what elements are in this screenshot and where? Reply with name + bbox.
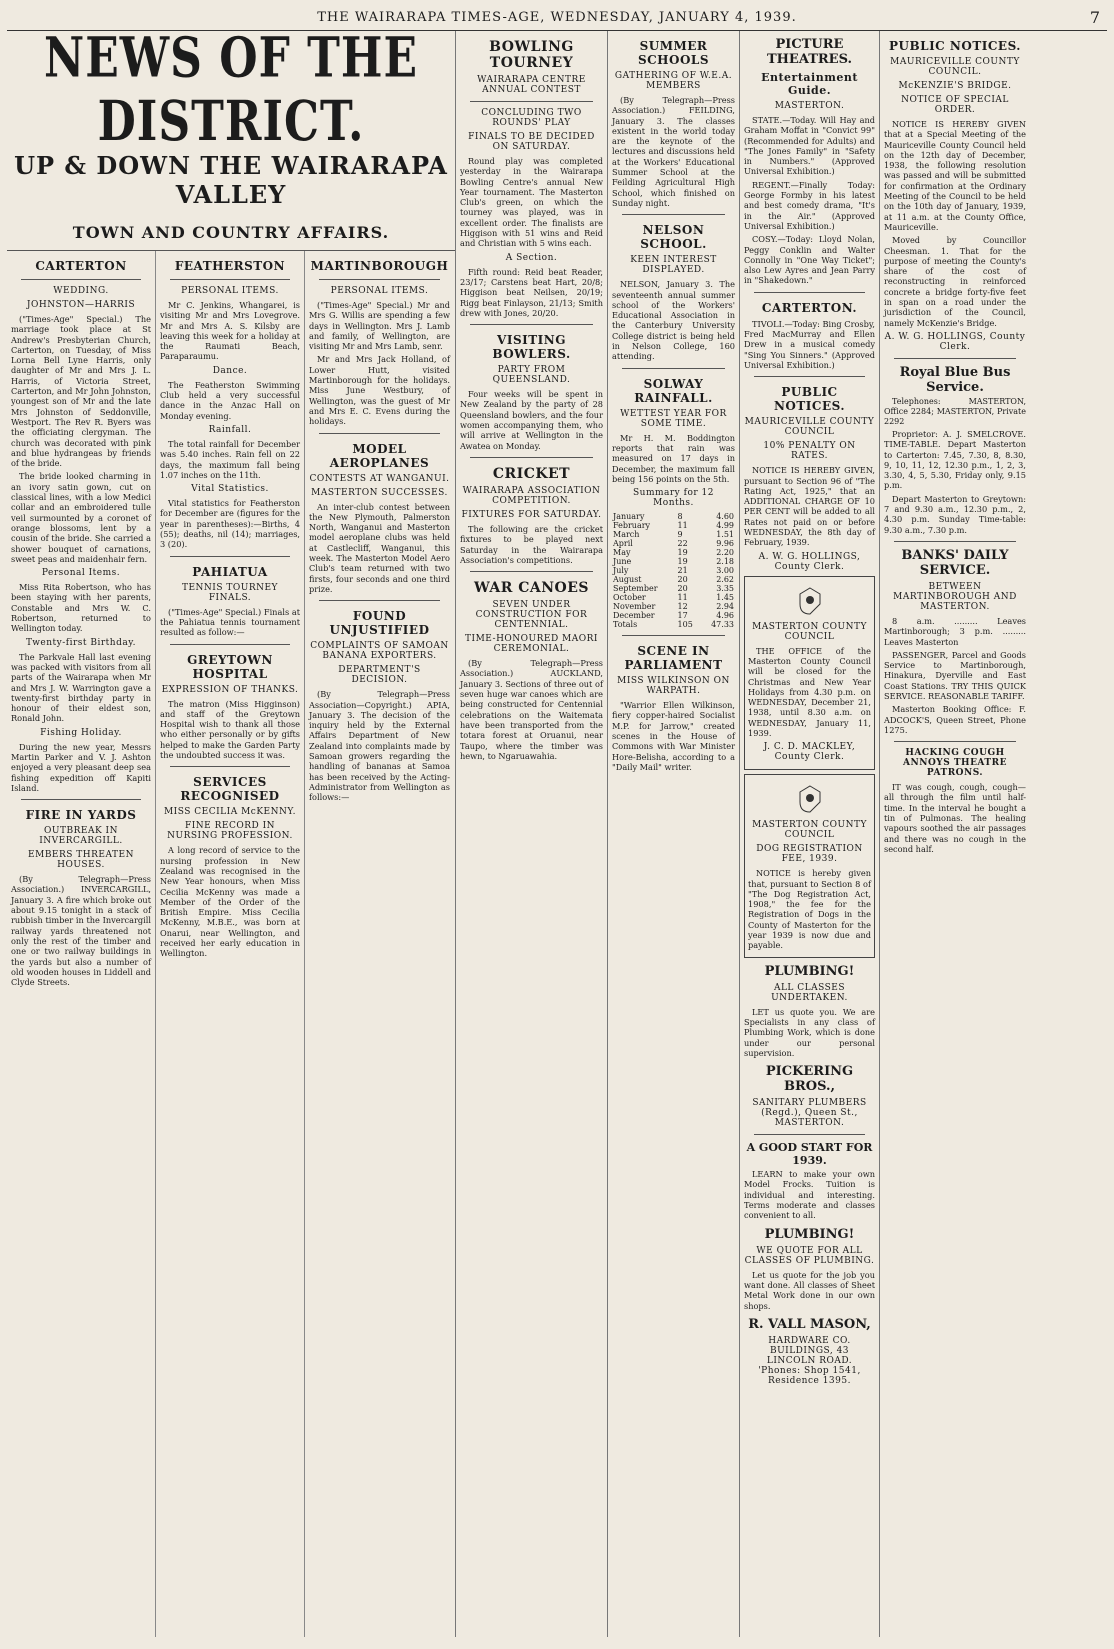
rainfall-row	[612, 521, 735, 530]
rainfall-days: 20	[677, 584, 688, 594]
canoes-sub2: TIME-HONOURED MAORI CEREMONIAL.	[465, 634, 598, 655]
rainfall-row	[612, 611, 735, 620]
cricket-sub: WAIRARAPA ASSOCIATION COMPETITION.	[462, 485, 601, 506]
banks-heading: BANKS' DAILY SERVICE.	[901, 547, 1009, 578]
page-number: 7	[1089, 8, 1101, 27]
article-text: (By Telegraph—Press Association—Copyright.) APIA, January 3. The decision of the inquiry held by the External Affairs Department of New Zealand into complaints made by Samoan growers regarding the handling of bananas at Samoa has been received by the Acting-Administrator from Wellington as follows:—	[309, 689, 450, 803]
council-heading: MAURICEVILLE COUNTY COUNCIL	[744, 417, 875, 438]
fishing-sub: Fishing Holiday.	[40, 727, 122, 738]
article-text: An inter-club contest between the New Plymouth, Palmerston North, Wanganui and Masterton model aeroplane clubs was held at Castlecliff, Wanganui, this week. The Masterton Model Aero Club's team returned with two firsts, four seconds and one third prize.	[309, 501, 450, 594]
rainfall-row	[612, 593, 735, 602]
article-text: During the new year, Messrs Martin Parker and V. J. Ashton enjoyed a very pleasant deep sea fishing expedition off Kapiti Island.	[11, 741, 151, 793]
article-text: REGENT.—Finally Today: George Formby in his latest and best comedy drama, "It's in the Air." (Approved Universal Exhibition.)	[744, 179, 875, 231]
aero-heading: MODEL AEROPLANES	[329, 441, 430, 470]
notices-column	[880, 31, 1030, 1637]
article-text: "Warrior Ellen Wilkinson, fiery copper-haired Socialist M.P. for Jarrow," created scenes in the House of Commons with War Minister Hore-Belisha, according to a "Daily Mail" writer.	[612, 700, 735, 772]
rainfall-row	[612, 557, 735, 566]
news-subtitle: UP & DOWN THE WAIRARAPA VALLEY	[14, 151, 448, 209]
cricket-sub2: FIXTURES FOR SATURDAY.	[461, 509, 602, 520]
found-heading: FOUND UNJUSTIFIED	[329, 609, 430, 638]
total-rain: 47.33	[711, 620, 734, 630]
rainfall-rain: 2.20	[716, 548, 734, 558]
article-text: Fifth round: Reid beat Reader, 23/17; Carstens beat Hart, 20/8; Higgison beat Neilsen, 20/19; Rigg beat Finlayson, 21/13; Smith drew with Jones, 20/20.	[460, 266, 603, 318]
bowling-heading: BOWLING TOURNEY	[489, 39, 574, 71]
rainfall-month: November	[613, 602, 656, 612]
found-sub2: DEPARTMENT'S DECISION.	[338, 665, 421, 686]
rainfall-days: 22	[677, 539, 688, 549]
scene-sub: MISS WILKINSON ON WARPATH.	[617, 676, 730, 697]
council-heading: MAURICEVILLE COUNTY COUNCIL.	[890, 57, 1020, 77]
article-text: The Parkvale Hall last evening was packed with visitors from all parts of the Wairarapa when Mr and Mrs J. W. Warrington gave a twenty-first birthday party in honour of their eldest son, Ronald John.	[11, 651, 151, 724]
vital-sub: Vital Statistics.	[191, 484, 269, 495]
schools-column	[608, 31, 740, 1637]
picture-sub: Entertainment Guide.	[761, 71, 858, 97]
article-text: THE OFFICE of the Masterton County Council will be closed for the Christmas and New Year Holidays from 4.30 p.m. on WEDNESDAY, December 21, 1938, until 8.30 a.m. on WEDNESDAY, January 11, 1939.	[748, 645, 871, 738]
article-text: ("Times-Age" Special.) Mr and Mrs G. Willis are spending a few days in Wellington. Mrs J. Lamb and family, of Wellington, are visiting Mr and Mrs Lamb, senr.	[309, 300, 450, 352]
crest-icon	[790, 784, 830, 814]
bus-heading: Royal Blue Bus Service.	[899, 364, 1011, 395]
greytown-sub: EXPRESSION OF THANKS.	[161, 684, 299, 695]
penalty-sub: 10% PENALTY ON RATES.	[763, 441, 856, 462]
article-text: Mr H. M. Boddington reports that rain was measured on 17 days in December, the maximum fall being 156 points on the 5th.	[612, 432, 735, 484]
rainfall-rain: 4.60	[716, 512, 734, 522]
total-days: 105	[677, 620, 693, 630]
rainfall-rain: 3.00	[716, 566, 734, 576]
rainfall-days: 11	[677, 593, 688, 603]
rainfall-row	[612, 584, 735, 593]
rainfall-days: 21	[677, 566, 688, 576]
council-heading: MASTERTON COUNTY COUNCIL	[752, 621, 867, 642]
rainfall-month: September	[613, 584, 658, 594]
pahiatua-heading: PAHIATUA	[192, 564, 268, 579]
article-text: NOTICE is hereby given that, pursuant to Section 8 of "The Dog Registration Act, 1908," the fee for the Registration of Dogs in the County of Masterton for the year 1939 is now due and payable.	[748, 868, 871, 951]
article-text: 8 a.m. ......... Leaves Martinborough; 3 p.m. ......... Leaves Masterton	[884, 615, 1026, 647]
rainfall-rain: 2.62	[716, 575, 734, 585]
rainfall-month: April	[613, 539, 633, 549]
rainfall-days: 20	[677, 575, 688, 585]
birthday-sub: Twenty-first Birthday.	[26, 637, 136, 648]
dog-sub: DOG REGISTRATION FEE, 1939.	[756, 844, 863, 865]
rainfall-rain: 1.45	[716, 593, 734, 603]
rainfall-rain: 4.99	[716, 521, 734, 531]
article-text: Moved by Councillor Cheesman. 1. That for the purpose of meeting the County's share of the cost of reconstructing in reinforced concrete a bridge forty-five feet in span on a road under the jurisdiction of the Council, namely McKenzie's Bridge.	[884, 235, 1026, 328]
rainfall-days: 19	[677, 548, 688, 558]
carterton-heading: CARTERTON	[35, 259, 127, 273]
crest-icon	[790, 586, 830, 616]
bus-telephones: Telephones: MASTERTON, Office 2284; MASTERTON, Private 2292	[884, 396, 1026, 426]
article-text: NELSON, January 3. The seventeenth annual summer school of the Workers' Educational Association in the Canterbury University College district is being held in Nelson College, 160 attending.	[612, 279, 735, 362]
greytown-heading: GREYTOWN HOSPITAL	[187, 652, 273, 681]
signature: J. C. D. MACKLEY, County Clerk.	[763, 742, 856, 763]
featherston-column	[156, 251, 305, 1637]
rainfall-days: 12	[677, 602, 688, 612]
news-section: TOWN AND COUNTRY AFFAIRS.	[72, 223, 390, 242]
article-text: STATE.—Today. Will Hay and Graham Moffat in "Convict 99" (Recommended for Adults) and "The Jones Family" in "Safety in Numbers." (Approved Universal Exhibition.)	[744, 115, 875, 177]
aero-sub2: MASTERTON SUCCESSES.	[311, 487, 448, 498]
personal-sub: PERSONAL ITEMS.	[330, 286, 429, 296]
rainfall-days: 8	[677, 512, 683, 522]
services-sub2: FINE RECORD IN NURSING PROFESSION.	[167, 821, 293, 842]
rainfall-row	[612, 575, 735, 584]
council-heading: MASTERTON COUNTY COUNCIL	[752, 820, 867, 841]
rainfall-month: October	[613, 593, 646, 603]
featherston-heading: FEATHERSTON	[174, 259, 286, 273]
aero-sub: CONTESTS AT WANGANUI.	[309, 473, 450, 484]
special-order-sub: NOTICE OF SPECIAL ORDER.	[901, 95, 1009, 115]
fire-sub: OUTBREAK IN INVERCARGILL.	[39, 826, 123, 847]
rainfall-table-heading: Summary for 12 Months.	[632, 488, 714, 509]
article-text: NOTICE IS HEREBY GIVEN, pursuant to Section 96 of "The Rating Act, 1925," that an ADDITIONAL CHARGE OF 10 PER CENT will be added to all Rates not paid on or before WEDNESDAY, the 8th day of February, 1939.	[744, 465, 875, 548]
services-heading: SERVICES RECOGNISED	[180, 775, 280, 804]
pahiatua-sub: TENNIS TOURNEY FINALS.	[181, 582, 279, 603]
canoes-heading: WAR CANOES	[474, 580, 589, 597]
rainfall-month: June	[613, 557, 632, 567]
rainfall-month: February	[613, 521, 651, 531]
nelson-heading: NELSON SCHOOL.	[640, 223, 707, 252]
rainfall-month: January	[613, 512, 645, 522]
solway-sub: WETTEST YEAR FOR SOME TIME.	[620, 408, 727, 429]
rainfall-month: December	[613, 611, 655, 621]
visiting-sub: PARTY FROM QUEENSLAND.	[492, 365, 571, 386]
masthead-title: THE WAIRARAPA TIMES-AGE, WEDNESDAY, JANUARY 4, 1939.	[317, 9, 797, 25]
plumbing-sub: ALL CLASSES UNDERTAKEN.	[771, 982, 848, 1003]
scene-heading: SCENE IN PARLIAMENT	[624, 644, 723, 673]
rainfall-row	[612, 548, 735, 557]
bowling-sub3: FINALS TO BE DECIDED ON SATURDAY.	[468, 132, 595, 152]
fire-sub2: EMBERS THREATEN HOUSES.	[28, 850, 134, 871]
article-text: Mr C. Jenkins, Whangarei, is visiting Mr and Mrs Lovegrove. Mr and Mrs A. S. Kilsby are leaving this week for a holiday at the Raumati Beach, Paraparaumu.	[160, 300, 300, 362]
rainfall-month: August	[613, 575, 642, 585]
plumbing2-heading: PLUMBING!	[764, 1226, 855, 1242]
article-text: Four weeks will be spent in New Zealand by the party of 28 Queensland bowlers, and the four women accompanying them, who will arrive at Wellington in the Awatea on Monday.	[460, 389, 603, 451]
article-text: Mr and Mrs Jack Holland, of Lower Hutt, visited Martinborough for the holidays. Miss June Westbury, of Wellington, was the guest of Mr and Mrs E. C. Evens during the holidays.	[309, 354, 450, 427]
martinborough-column	[305, 251, 454, 1637]
rainfall-row	[612, 512, 735, 521]
article-text: TIVOLI.—Today: Bing Crosby, Fred MacMurray and Ellen Drew in a musical comedy "Sing You Sinners." (Approved Universal Exhibition.)	[744, 318, 875, 370]
article-text: COSY.—Today: Lloyd Nolan, Peggy Conklin and Walter Connolly in "One Way Ticket"; also Lew Ayres and Jean Parry in "Shakedown."	[744, 234, 875, 286]
services-sub: MISS CECILIA McKENNY.	[163, 807, 297, 818]
public-notices-heading: PUBLIC NOTICES.	[889, 39, 1021, 53]
rainfall-row	[612, 539, 735, 548]
rainfall-rain: 4.96	[716, 611, 734, 621]
found-sub: COMPLAINTS OF SAMOAN BANANA EXPORTERS.	[310, 641, 449, 662]
rainfall-rain: 2.94	[716, 602, 734, 612]
bridge-sub: McKENZIE'S BRIDGE.	[898, 81, 1012, 91]
visiting-heading: VISITING BOWLERS.	[492, 333, 571, 362]
start-heading: A GOOD START FOR 1939.	[746, 1141, 873, 1168]
vall-sub: HARDWARE CO. BUILDINGS, 43 LINCOLN ROAD. 'Phones: Shop 1541, Residence 1395.	[758, 1335, 861, 1386]
hacking-heading: HACKING COUGH ANNOYS THEATRE PATRONS.	[903, 748, 1007, 779]
cricket-heading: CRICKET	[492, 465, 571, 482]
picture-location: MASTERTON.	[774, 101, 845, 111]
fire-heading: FIRE IN YARDS	[25, 808, 137, 823]
article-text: The following are the cricket fixtures to be played next Saturday in the Wairarapa Association's competitions.	[460, 523, 603, 565]
article-text: Depart Masterton to Greytown: 7 and 9.30 a.m., 12.30 p.m., 2, 4.30 p.m. Sunday Time-table: 9.30 a.m., 7.30 p.m.	[884, 493, 1026, 535]
article-text: Vital statistics for Featherston for December are (figures for the year in parentheses):—Births, 4 (55); deaths, nil (14); marriages, 3 (20).	[160, 498, 300, 550]
public-notices-heading: PUBLIC NOTICES.	[773, 385, 846, 414]
rainfall-rain: 3.35	[716, 584, 734, 594]
solway-heading: SOLWAY RAINFALL.	[634, 376, 713, 405]
rainfall-days: 9	[677, 530, 683, 540]
wedding-sub: WEDDING.	[53, 286, 109, 296]
total-label: Totals	[613, 620, 638, 630]
masterton-notice	[744, 576, 875, 771]
rainfall-days: 17	[677, 611, 688, 621]
summer-heading: SUMMER SCHOOLS	[637, 39, 710, 67]
news-title: NEWS OF THE DISTRICT.	[44, 26, 418, 154]
news-of-district	[7, 26, 456, 1637]
rainfall-row	[612, 530, 735, 539]
carterton-column	[7, 251, 156, 1637]
rainfall-rain: 9.96	[716, 539, 734, 549]
rainfall-total-row	[612, 620, 735, 629]
personal-sub: PERSONAL ITEMS.	[181, 286, 279, 296]
pickering-heading: PICKERING BROS.,	[765, 1064, 854, 1095]
article-text: A long record of service to the nursing profession in New Zealand was recognised in the New Year honours, when Miss Cecilia McKenny was made a Member of the Order of the British Empire. Miss Cecilia McKenny, M.B.E., was born at Onarui, near Wellington, and received her early education in Wellington.	[160, 845, 300, 959]
article-text: The matron (Miss Higginson) and staff of the Greytown Hospital wish to thank all those who either personally or by gifts helped to make the Garden Party the undoubted success it was.	[160, 698, 300, 761]
newspaper-page	[7, 4, 1107, 1640]
article-text: NOTICE IS HEREBY GIVEN that at a Special Meeting of the Mauriceville County Council held on the 12th day of December, 1938, the following resolution was passed and will be submitted for confirmation at the Ordinary Meeting of the Council to be held on the 10th day of January, 1939, at 11 a.m. at the County Office, Mauriceville.	[884, 119, 1026, 232]
picture-heading: PICTURE THEATRES.	[766, 37, 853, 67]
bowling-sub: WAIRARAPA CENTRE ANNUAL CONTEST	[477, 75, 586, 95]
vall-heading: R. VALL MASON,	[748, 1316, 871, 1332]
rainfall-month: May	[613, 548, 631, 558]
personal-sub: Personal Items.	[41, 568, 121, 579]
plumbing-heading: PLUMBING!	[764, 963, 855, 979]
banks-sub: BETWEEN MARTINBOROUGH AND MASTERTON.	[893, 581, 1017, 612]
article-text: The total rainfall for December was 5.40 inches. Rain fell on 22 days, the maximum fall being 1.07 inches on the 11th.	[160, 438, 300, 480]
section-sub: A Section.	[505, 252, 558, 263]
rainfall-month: March	[613, 530, 640, 540]
article-text: The bride looked charming in an ivory satin gown, cut on classical lines, with a low Medici collar and an embroidered tulle veil surmounted by a coronet of orange blossoms, lent by a cousin of the bride. She carried a shower bouquet of carnations, sweet peas and maidenhair fern.	[11, 471, 151, 564]
plumbing2-sub: WE QUOTE FOR ALL CLASSES OF PLUMBING.	[744, 1245, 875, 1266]
canoes-sub: SEVEN UNDER CONSTRUCTION FOR CENTENNIAL.	[475, 600, 588, 631]
carterton-heading: CARTERTON.	[761, 300, 858, 315]
rainfall-table	[612, 512, 735, 629]
article-text: (By Telegraph—Press Association.) FEILDING, January 3. The classes existent in the world today are the keynote of the lectures and discussions held at the Workers' Educational Summer School at the Feilding Agricultural High School, which finished on Sunday night.	[612, 95, 735, 208]
rainfall-days: 19	[677, 557, 688, 567]
entertainment-column	[740, 31, 880, 1637]
article-text: Proprietor: A. J. SMELCROVE. TIME-TABLE. Depart Masterton to Carterton: 7.45, 7.30, 8, 8.30, 9, 10, 11, 12, 12.30 p.m., 1, 2, 3, 3.30, 4, 5, 5.30, Friday only, 9.15 p.m.	[884, 428, 1026, 491]
dance-sub: Dance.	[212, 365, 248, 376]
rainfall-rain: 1.51	[716, 530, 734, 540]
article-text: Round play was completed yesterday in the Wairarapa Bowling Centre's annual New Year tournament. The Masterton Club's green, on which the tourney was played, was in excellent order. The finalists are Higgison with 51 wins and Reid and Christian with 5 wins each.	[460, 156, 603, 249]
sport-column	[456, 31, 608, 1637]
rainfall-month: July	[613, 566, 629, 576]
article-text: Miss Rita Robertson, who has been staying with her parents, Constable and Mrs W. C. Robertson, returned to Wellington today.	[11, 582, 151, 634]
pickering-sub: SANITARY PLUMBERS (Regd.), Queen St., MASTERTON.	[752, 1098, 867, 1129]
rainfall-sub: Rainfall.	[208, 424, 252, 435]
signature: A. W. G. HOLLINGS, County Clerk.	[758, 551, 861, 572]
martinborough-heading: MARTINBOROUGH	[310, 259, 449, 273]
bowling-sub2: CONCLUDING TWO ROUNDS' PLAY	[481, 108, 582, 128]
rainfall-row	[612, 566, 735, 575]
article-text: (By Telegraph—Press Association.) AUCKLAND, January 3. Sections of three out of seven huge war canoes which are being constructed for Centennial celebrations on the Waitemata have been transported from the totara forest at Oruanui, near Taupo, where the timber was hewn, to Ngaruawahia.	[460, 658, 603, 761]
nelson-sub: KEEN INTEREST DISPLAYED.	[630, 255, 717, 276]
article-text: PASSENGER, Parcel and Goods Service to Martinborough, Hinakura, Dyerville and East Coast Stations. TRY THIS QUICK SERVICE. REASONABLE TARIFF.	[884, 649, 1026, 701]
article-text: Let us quote for the job you want done. All classes of Sheet Metal Work done in our own shops.	[744, 1269, 875, 1311]
article-text: Masterton Booking Office: F. ADCOCK'S, Queen Street, Phone 1275.	[884, 704, 1026, 735]
summer-sub: GATHERING OF W.E.A. MEMBERS	[614, 71, 733, 91]
dog-notice	[744, 774, 875, 957]
wedding-names: JOHNSTON—HARRIS	[26, 300, 136, 310]
rainfall-row	[612, 602, 735, 611]
article-text: IT was cough, cough, cough—all through the film until half-time. In the interval he bought a tin of Pulmonas. The healing vapours soothed the air passages and there was no cough in the second half.	[884, 782, 1026, 854]
article-text: LET us quote you. We are Specialists in any class of Plumbing Work, which is done under our personal supervision.	[744, 1006, 875, 1058]
signature: A. W. G. HOLLINGS, County Clerk.	[884, 331, 1026, 352]
article-text: (By Telegraph—Press Association.) INVERCARGILL, January 3. A fire which broke out about 9.15 tonight in a stack of rubbish timber in the Invercargill railway yards threatened not only the rest of the timber and one or two railway buildings in the yards but also a number of old wooden houses in Liddell and Clyde Streets.	[11, 874, 151, 988]
rainfall-days: 11	[677, 521, 688, 531]
article-text: The Featherston Swimming Club held a very successful dance in the Anzac Hall on Monday evening.	[160, 379, 300, 421]
article-text: ("Times-Age" Special.) The marriage took place at St Andrew's Presbyterian Church, Carterton, on Tuesday, of Miss Lorna Bell Lyne Harris, only daughter of Mr and Mrs J. L. Harris, of Victoria Street, Carterton, and Mr John Johnston, youngest son of Mr and the late Mrs Johnston of Seddonville, Westport. The Rev R. Byers was the officiating clergyman. The church was decorated with pink and blue hydrangeas by friends of the bride.	[11, 314, 151, 469]
article-text: LEARN to make your own Model Frocks. Tuition is individual and interesting. Terms moderate and classes convenient to all.	[744, 1169, 875, 1221]
rainfall-rain: 2.18	[716, 557, 734, 567]
article-text: ("Times-Age" Special.) Finals at the Pahiatua tennis tournament resulted as follow:—	[160, 606, 300, 638]
